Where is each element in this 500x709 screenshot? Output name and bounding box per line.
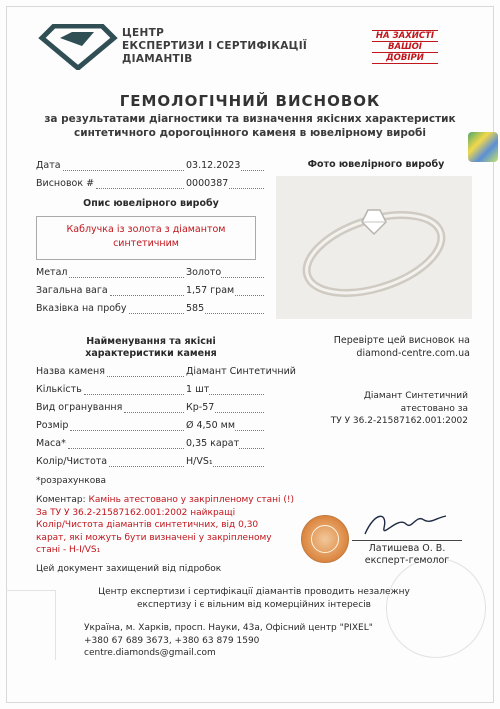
hallmark-row: Вказівка на пробу 585 [36,303,266,317]
diamond-logo-icon [38,24,118,70]
cut-row: Вид огранування Кр-57 [36,402,266,416]
date-row: Дата 03.12.2023 [36,160,266,174]
jewelry-description: Каблучка із золота з діамантом синтетичним [36,216,256,260]
standard-note: Діамант Синтетичний атестовано за ТУ У 36.2-21587162.001:2002 [330,391,468,426]
comment-block: Коментар: Камінь атестовано у закріпленому стані (!) За ТУ У 36.2-21587162.001:2002 найкращі Колір/Чистота діамантів синтетичних, від 0,30 карат, які можуть бути визначені у закріпленому стані - H-I/VS₁ Цей документ захищений від підробок [36,494,326,575]
document-subtitle: за результатами діагностики та визначення якісних характеристик синтетичного дорогоцінного каменя в ювелірному виробі [44,113,456,139]
date-value: 03.12.2023 [186,160,241,171]
number-row: Висновок # 0000387 [36,178,266,192]
weight-row: Загальна вага 1,57 грам [36,285,266,299]
ring-photo [276,176,472,319]
size-row: Розмір Ø 4,50 мм [36,420,266,434]
trust-stamp: НА ЗАХИСТІ ВАШОЇ ДОВІРИ [366,30,444,68]
independence-statement: Центр експертизи і сертифікації діамантів проводить незалежну експертизу і є вільним від комерційних інтересів [98,587,410,610]
document-title: ГЕМОЛОГІЧНИЙ ВИСНОВОК [119,92,381,110]
number-value: 0000387 [186,178,229,189]
color-clarity-row: Колір/Чистота H/VS₁ [36,456,266,470]
calculated-note: *розрахункова [36,476,107,486]
seal-stamp-icon [301,515,349,563]
decor-line [6,590,56,660]
signature-icon [360,506,450,542]
signer-block: Латишева О. В. експерт-гемолог [352,540,462,567]
mass-row: Маса* 0,35 карат [36,438,266,452]
verify-note: Перевірте цей висновок на diamond-centre.com.ua [300,334,470,360]
protection-note: Цей документ захищений від підробок [36,563,222,574]
photo-title: Фото ювелірного виробу [307,159,445,170]
contact-block: Україна, м. Харків, просп. Науки, 43а, Офісний центр "PIXEL" +380 67 689 3673, +380 63 879 1590 centre.diamonds@gmail.com [84,622,414,660]
email-link[interactable]: centre.diamonds@gmail.com [84,648,216,658]
stone-name-row: Назва каменя Діамант Синтетичний [36,366,296,377]
jewelry-heading: Опис ювелірного виробу [83,198,219,209]
hologram-icon [468,132,498,162]
metal-row: Метал Золото [36,267,266,281]
quantity-row: Кількість 1 шт [36,384,266,398]
organization-name: ЦЕНТР ЕКСПЕРТИЗИ І СЕРТИФІКАЦІЇ ДІАМАНТІВ [122,27,308,65]
verify-link[interactable]: diamond-centre.com.ua [356,348,470,359]
stone-heading: Найменування та якісні характеристики каменя [85,336,217,359]
